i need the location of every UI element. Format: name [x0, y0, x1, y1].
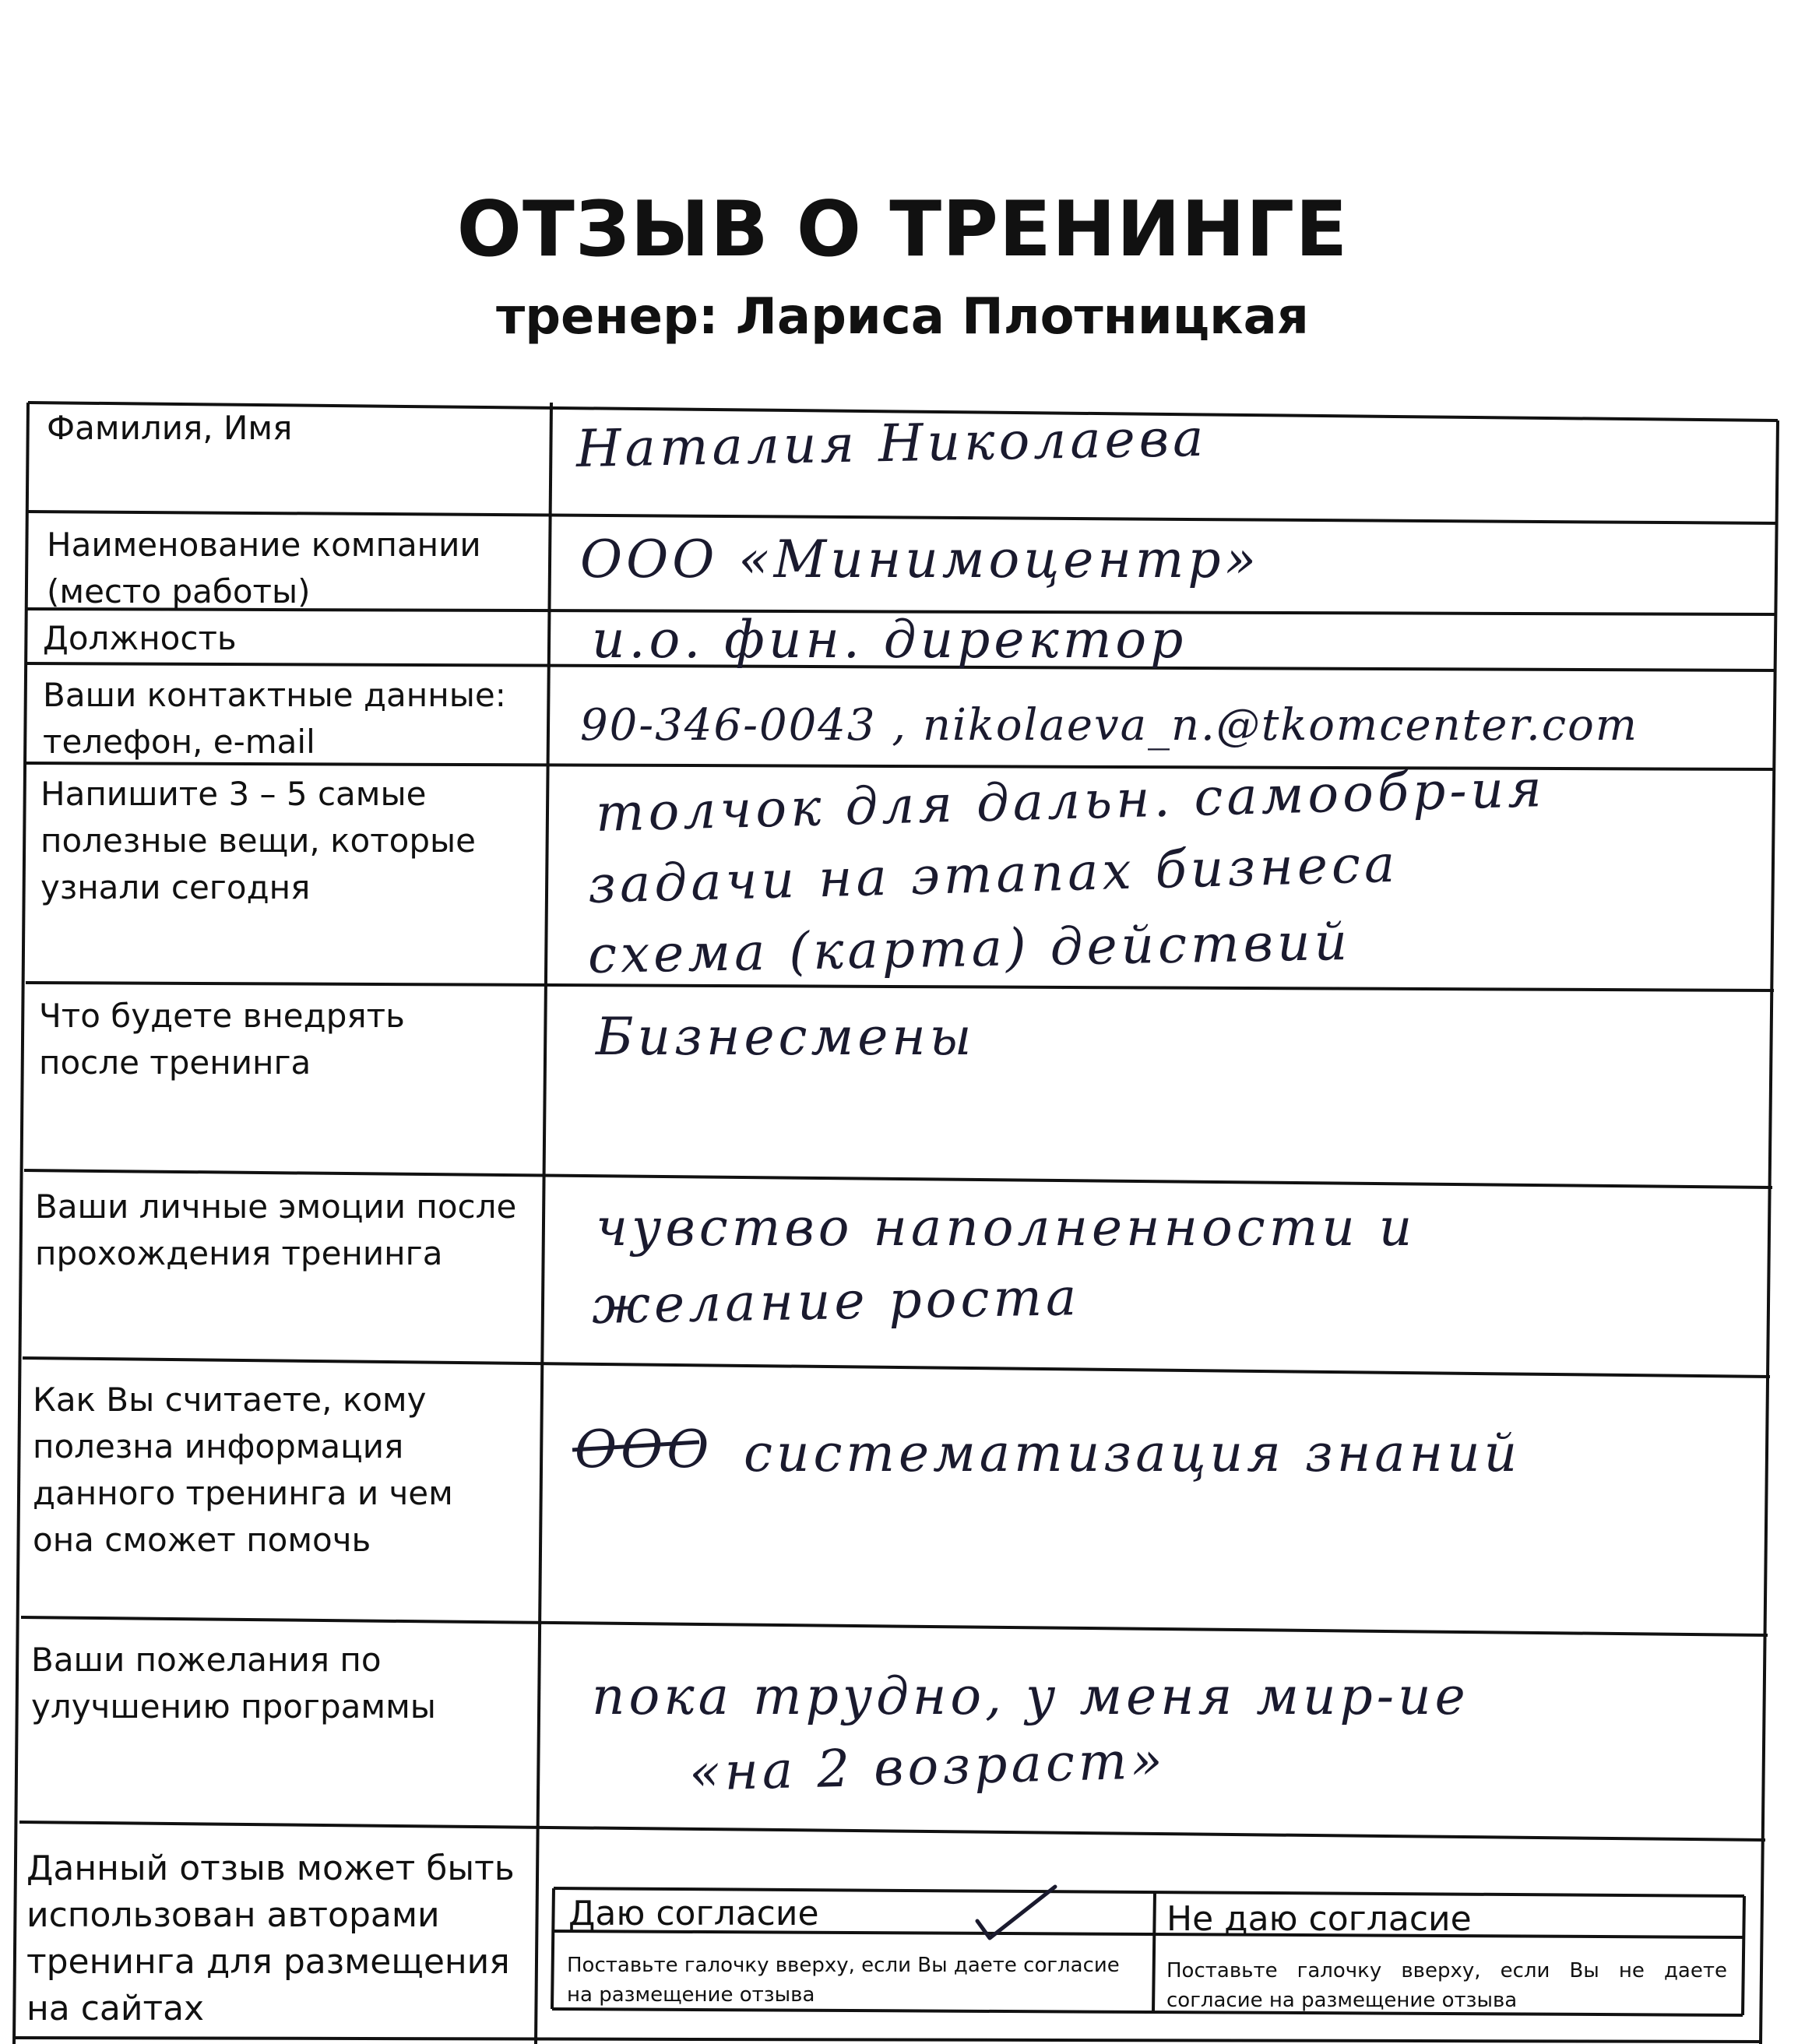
label-company: Наименование компании (место работы) [47, 526, 481, 610]
consent-agree-note: Поставьте галочку вверху, если Вы даете согласие на размещение отзыва [567, 1954, 1120, 2007]
answer-useful-line-1: толчок для дальн. самообр-ия [594, 758, 1546, 843]
label-consent-question: Данный отзыв может быть использован авторами тренинга для размещения на сайтах [26, 1849, 515, 2028]
label-who-benefits: Как Вы считаете, кому полезна информация данного тренинга и чем она сможет помочь [33, 1381, 453, 1559]
trainer-subtitle: тренер: Лариса Плотницкая [496, 288, 1309, 346]
answer-company: ООО «Минимоцентр» [580, 529, 1261, 589]
answer-suggestions-line-1: пока трудно, у меня мир-ие [592, 1666, 1469, 1726]
answer-emotions-line-2: желание роста [591, 1267, 1081, 1335]
label-suggestions: Ваши пожелания по улучшению программы [31, 1641, 436, 1726]
label-contacts: Ваши контактные данные: телефон, e-mail [43, 676, 506, 761]
answer-suggestions-line-2: «на 2 возраст» [688, 1729, 1167, 1803]
answer-position: и.о. фин. директор [592, 610, 1188, 670]
page-title: ОТЗЫВ О ТРЕНИНГЕ [456, 185, 1349, 274]
answer-contacts: 90-346-0043 , nikolaeva_n.@tkomcenter.com [580, 700, 1638, 751]
label-useful-things: Напишите 3 – 5 самые полезные вещи, которые узнали сегодня [40, 775, 477, 906]
answer-full-name: Наталия Николаева [575, 407, 1208, 479]
label-full-name: Фамилия, Имя [47, 409, 293, 447]
label-position: Должность [43, 619, 237, 657]
answer-implement: Бизнесмены [596, 1007, 976, 1067]
answer-emotions-line-1: чувство наполненности и [596, 1198, 1416, 1258]
answer-useful-line-2: задачи на этапах бизнеса [586, 833, 1400, 915]
consent-disagree-label[interactable]: Не даю согласие [1166, 1899, 1472, 1939]
checkmark-icon [969, 1880, 1063, 1943]
answer-who-benefits: систематизация знаний [744, 1423, 1522, 1483]
label-implement: Что будете внедрять после тренинга [39, 997, 405, 1082]
consent-disagree-note: Поставьте галочку вверху, если Вы не даете согласие на размещение отзыва [1166, 1959, 1727, 2012]
label-emotions: Ваши личные эмоции после прохождения тренинга [35, 1187, 517, 1272]
answer-who-struck: ООО [575, 1420, 713, 1479]
consent-agree-label[interactable]: Даю согласие [568, 1894, 819, 1933]
answer-useful-line-3: схема (карта) действий [587, 911, 1352, 985]
